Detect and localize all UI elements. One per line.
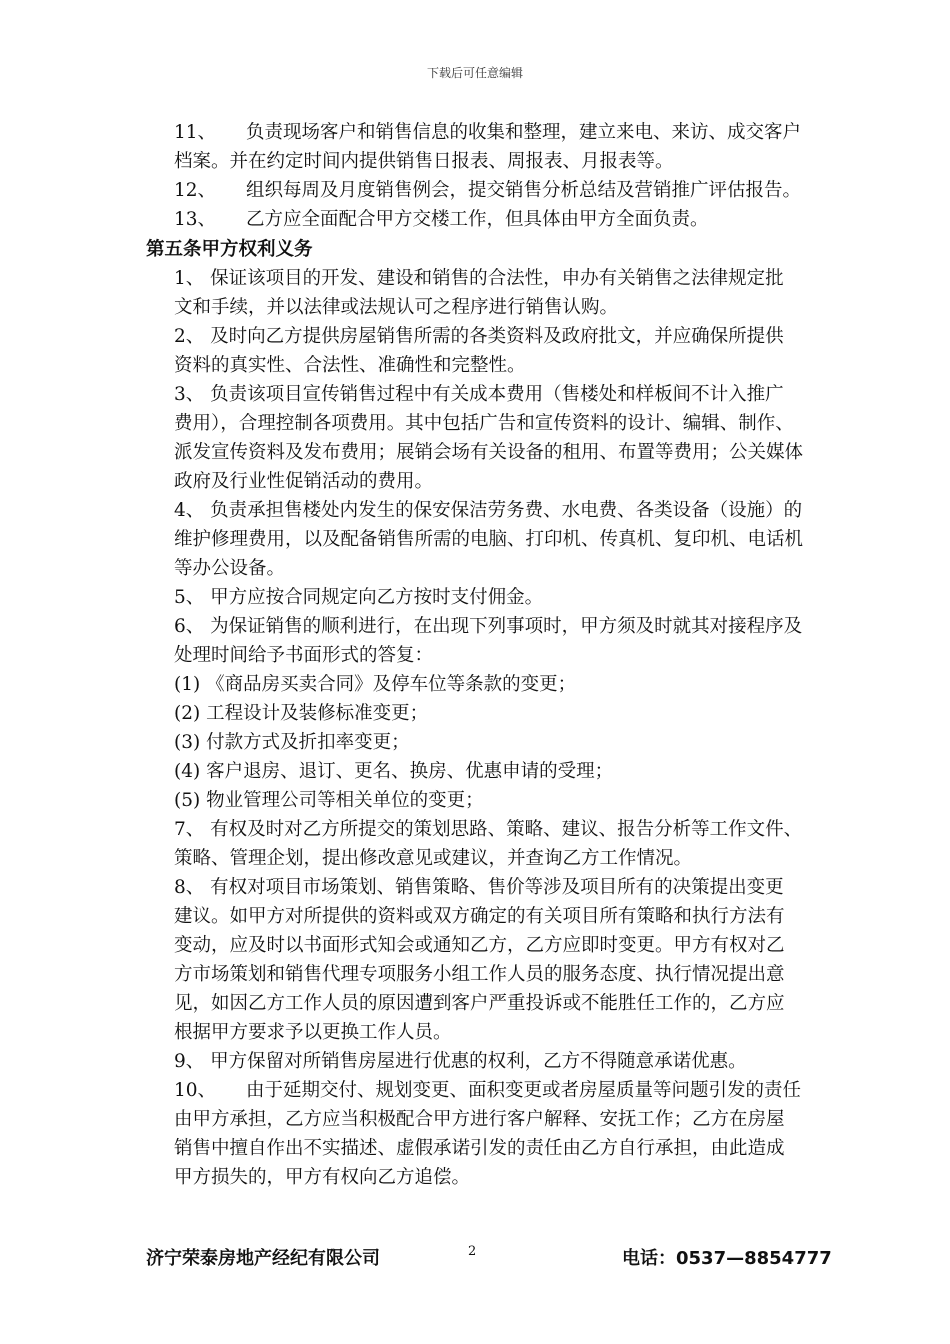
text-line: 政府及行业性促销活动的费用。 bbox=[174, 471, 434, 492]
text-line: 策略、管理企划，提出修改意见或建议，并查询乙方工作情况。 bbox=[174, 848, 693, 869]
text-line: 1、 保证该项目的开发、建设和销售的合法性，申办有关销售之法律规定批 bbox=[174, 268, 784, 289]
text-line: 根据甲方要求予以更换工作人员。 bbox=[174, 1022, 452, 1043]
text-line: (5) 物业管理公司等相关单位的变更； bbox=[174, 790, 484, 811]
text-line: 6、 为保证销售的顺利进行，在出现下列事项时，甲方须及时就其对接程序及 bbox=[174, 616, 803, 637]
item-11 bbox=[146, 118, 836, 147]
text-line: (3) 付款方式及折扣率变更； bbox=[174, 732, 410, 753]
item-text: 负责现场客户和销售信息的收集和整理，建立来电、来访、成交客户 bbox=[246, 122, 802, 143]
text-line: 甲方损失的，甲方有权向乙方追偿。 bbox=[174, 1167, 471, 1188]
item-number: 10、 bbox=[174, 1080, 217, 1101]
item-text: 乙方应全面配合甲方交楼工作，但具体由甲方全面负责。 bbox=[246, 209, 709, 230]
text-line: (2) 工程设计及装修标准变更； bbox=[174, 703, 429, 724]
section-title: 第五条甲方权利义务 bbox=[146, 239, 313, 260]
text-line: 9、 甲方保留对所销售房屋进行优惠的权利，乙方不得随意承诺优惠。 bbox=[174, 1051, 747, 1072]
text-line: 7、 有权及时对乙方所提交的策划思路、策略、建议、报告分析等工作文件、 bbox=[174, 819, 803, 840]
item-10 bbox=[146, 1076, 836, 1105]
text-line: 变动，应及时以书面形式知会或通知乙方，乙方应即时变更。甲方有权对乙 bbox=[174, 935, 785, 956]
item-11-cont: 档案。并在约定时间内提供销售日报表、周报表、月报表等。 bbox=[174, 151, 674, 172]
text-line: 等办公设备。 bbox=[174, 558, 286, 579]
footer-phone: 电话：0537—8854777 bbox=[622, 1248, 832, 1269]
text-line: 由甲方承担，乙方应当积极配合甲方进行客户解释、安抚工作；乙方在房屋 bbox=[174, 1109, 785, 1130]
text-line: 方市场策划和销售代理专项服务小组工作人员的服务态度、执行情况提出意 bbox=[174, 964, 785, 985]
text-line: (4) 客户退房、退订、更名、换房、优惠申请的受理； bbox=[174, 761, 614, 782]
item-13 bbox=[146, 205, 836, 234]
text-line: (1) 《商品房买卖合同》及停车位等条款的变更； bbox=[174, 674, 577, 695]
footer-company: 济宁荣泰房地产经纪有限公司 bbox=[146, 1248, 380, 1269]
text-line: 2、 及时向乙方提供房屋销售所需的各类资料及政府批文，并应确保所提供 bbox=[174, 326, 784, 347]
item-number: 12、 bbox=[174, 180, 217, 201]
text-line: 费用），合理控制各项费用。其中包括广告和宣传资料的设计、编辑、制作、 bbox=[174, 413, 794, 434]
page-number: 2 bbox=[468, 1244, 477, 1259]
item-number: 13、 bbox=[174, 209, 217, 230]
document-body bbox=[146, 118, 836, 1192]
item-text: 组织每周及月度销售例会，提交销售分析总结及营销推广评估报告。 bbox=[246, 180, 802, 201]
text-line: 文和手续，并以法律或法规认可之程序进行销售认购。 bbox=[174, 297, 619, 318]
item-text: 由于延期交付、规划变更、面积变更或者房屋质量等问题引发的责任 bbox=[246, 1080, 802, 1101]
text-line: 3、 负责该项目宣传销售过程中有关成本费用（售楼处和样板间不计入推广 bbox=[174, 384, 784, 405]
text-line: 5、 甲方应按合同规定向乙方按时支付佣金。 bbox=[174, 587, 544, 608]
text-line: 4、 负责承担售楼处内发生的保安保洁劳务费、水电费、各类设备（设施）的 bbox=[174, 500, 803, 521]
text-line: 维护修理费用，以及配备销售所需的电脑、打印机、传真机、复印机、电话机 bbox=[174, 529, 804, 550]
text-line: 8、 有权对项目市场策划、销售策略、售价等涉及项目所有的决策提出变更 bbox=[174, 877, 784, 898]
text-line: 派发宣传资料及发布费用；展销会场有关设备的租用、布置等费用；公关媒体 bbox=[174, 442, 804, 463]
text-line: 见，如因乙方工作人员的原因遭到客户严重投诉或不能胜任工作的，乙方应 bbox=[174, 993, 785, 1014]
item-number: 11、 bbox=[174, 122, 217, 143]
text-line: 建议。如甲方对所提供的资料或双方确定的有关项目所有策略和执行方法有 bbox=[174, 906, 785, 927]
page-header: 下载后可任意编辑 bbox=[426, 66, 523, 80]
item-12 bbox=[146, 176, 836, 205]
text-line: 处理时间给予书面形式的答复： bbox=[174, 645, 434, 666]
text-line: 销售中擅自作出不实描述、虚假承诺引发的责任由乙方自行承担，由此造成 bbox=[174, 1138, 785, 1159]
text-line: 资料的真实性、合法性、准确性和完整性。 bbox=[174, 355, 526, 376]
